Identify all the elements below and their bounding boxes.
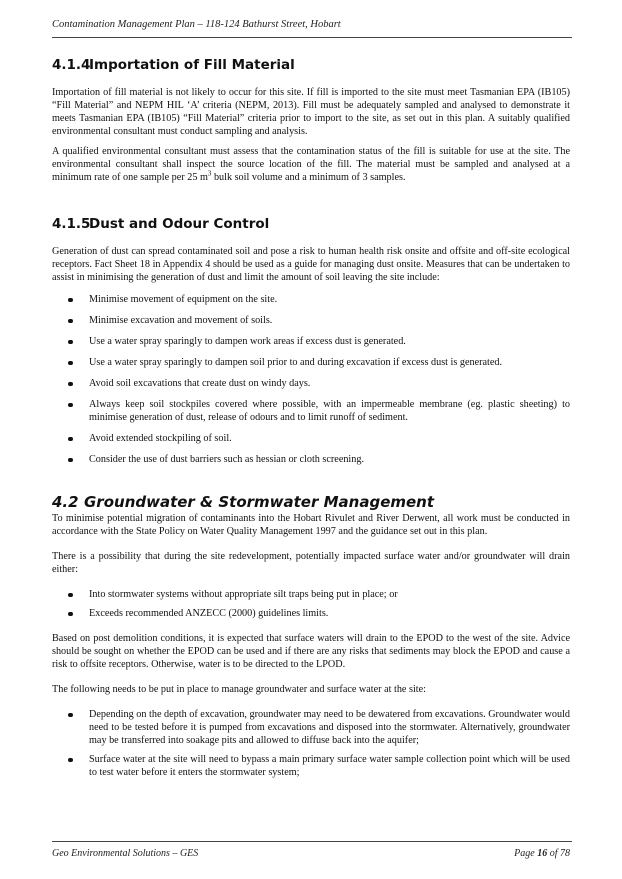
list-item: Minimise movement of equipment on the site. <box>52 293 570 306</box>
running-header: Contamination Management Plan – 118-124 Bathurst Street, Hobart <box>52 19 341 30</box>
section-heading-4-2 <box>52 493 570 511</box>
footer-company: Geo Environmental Solutions – GES <box>52 848 199 859</box>
paragraph: Importation of fill material is not likely to occur for this site. If fill is imported to the site must meet Tasmanian EPA (IB105) “Fill Material” and NEPM HIL ‘A’ criteria (NEPM, 2013). Fill must be adequately sampled and analysed to demonstrate it meets Tasmanian EPA (IB105) “Fill Material” criteria prior to import to the site, as set out in this plan. A suitably qualified environmental consultant must conduct sampling and analysis. <box>52 87 570 137</box>
list-item: Surface water at the site will need to bypass a main primary surface water sample collection point which will be used to test water before it enters the stormwater system; <box>52 753 570 779</box>
paragraph: A qualified environmental consultant must assess that the contamination status of the fill is suitable for use at the site. The environmental consultant shall inspect the source location of the fill. The material must be sampled and analysed at a minimum rate of one sample per 25 $m^3$ bulk soil volume and a minimum of 3 samples. <box>52 146 570 183</box>
paragraph: The following needs to be put in place to manage groundwater and surface water at the site: <box>52 684 426 695</box>
list-item: Depending on the depth of excavation, groundwater may need to be dewatered from excavations. Groundwater would need to be tested before it is pumped from excavations and disposed into the stormwater. Alternatively, groundwater may be transferred into soakage pits and allowed to diffuse back into the aquifer; <box>52 708 570 747</box>
list-item: Into stormwater systems without appropriate silt traps being put in place; or <box>52 588 570 601</box>
page-body <box>52 56 570 779</box>
list-item: Exceeds recommended ANZECC (2000) guidelines limits. <box>52 607 570 620</box>
footer-divider <box>52 841 572 842</box>
list-item: Minimise excavation and movement of soils. <box>52 314 570 327</box>
bullet-list <box>52 293 570 466</box>
list-item: Use a water spray sparingly to dampen work areas if excess dust is generated. <box>52 335 570 348</box>
list-item: Always keep soil stockpiles covered where possible, with an impermeable membrane (eg. plastic sheeting) to minimise generation of dust, release of odours and to limit runoff of sediment. <box>52 398 570 424</box>
bullet-list <box>52 708 570 779</box>
paragraph: There is a possibility that during the site redevelopment, potentially impacted surface water and/or groundwater will drain either: <box>52 551 570 575</box>
paragraph: Based on post demolition conditions, it is expected that surface waters will drain to the EPOD to the west of the site. Advice should be sought on whether the EPOD can be used and if there are any risks that sediments may block the EPOD and cause a risk to offsite receptors. Otherwise, water is to be directed to the LPOD. <box>52 633 570 670</box>
bullet-list <box>52 588 570 620</box>
section-number: 4.1.5 <box>52 216 91 232</box>
section-title: Dust and Odour Control <box>89 216 270 232</box>
list-item: Avoid soil excavations that create dust on windy days. <box>52 377 570 390</box>
paragraph: To minimise potential migration of contaminants into the Hobart Rivulet and River Derwent, all work must be conducted in accordance with the State Policy on Water Quality Management 1997 and the guidance set out in this plan. <box>52 513 570 537</box>
list-item: Avoid extended stockpiling of soil. <box>52 432 570 445</box>
section-heading-4-1-4 <box>52 59 570 72</box>
section-number: 4.1.4 <box>52 57 91 73</box>
section-title: Groundwater & Stormwater Management <box>84 493 435 511</box>
section-heading-4-1-5 <box>52 218 570 231</box>
section-title: Importation of Fill Material <box>89 57 295 73</box>
list-item: Use a water spray sparingly to dampen soil prior to and during excavation if excess dust is generated. <box>52 356 570 369</box>
section-number: 4.2 <box>52 493 79 511</box>
paragraph: Generation of dust can spread contaminated soil and pose a risk to human health risk onsite and offsite and off-site ecological receptors. Fact Sheet 18 in Appendix 4 should be used as a guide for managing dust onsite. Measures that can be undertaken to assist in minimising the generation of dust and limit the amount of soil leaving the site include: <box>52 246 570 283</box>
page-number: Page 16 of 78 <box>514 848 570 859</box>
header-divider <box>52 37 572 38</box>
list-item: Consider the use of dust barriers such as hessian or cloth screening. <box>52 453 570 466</box>
